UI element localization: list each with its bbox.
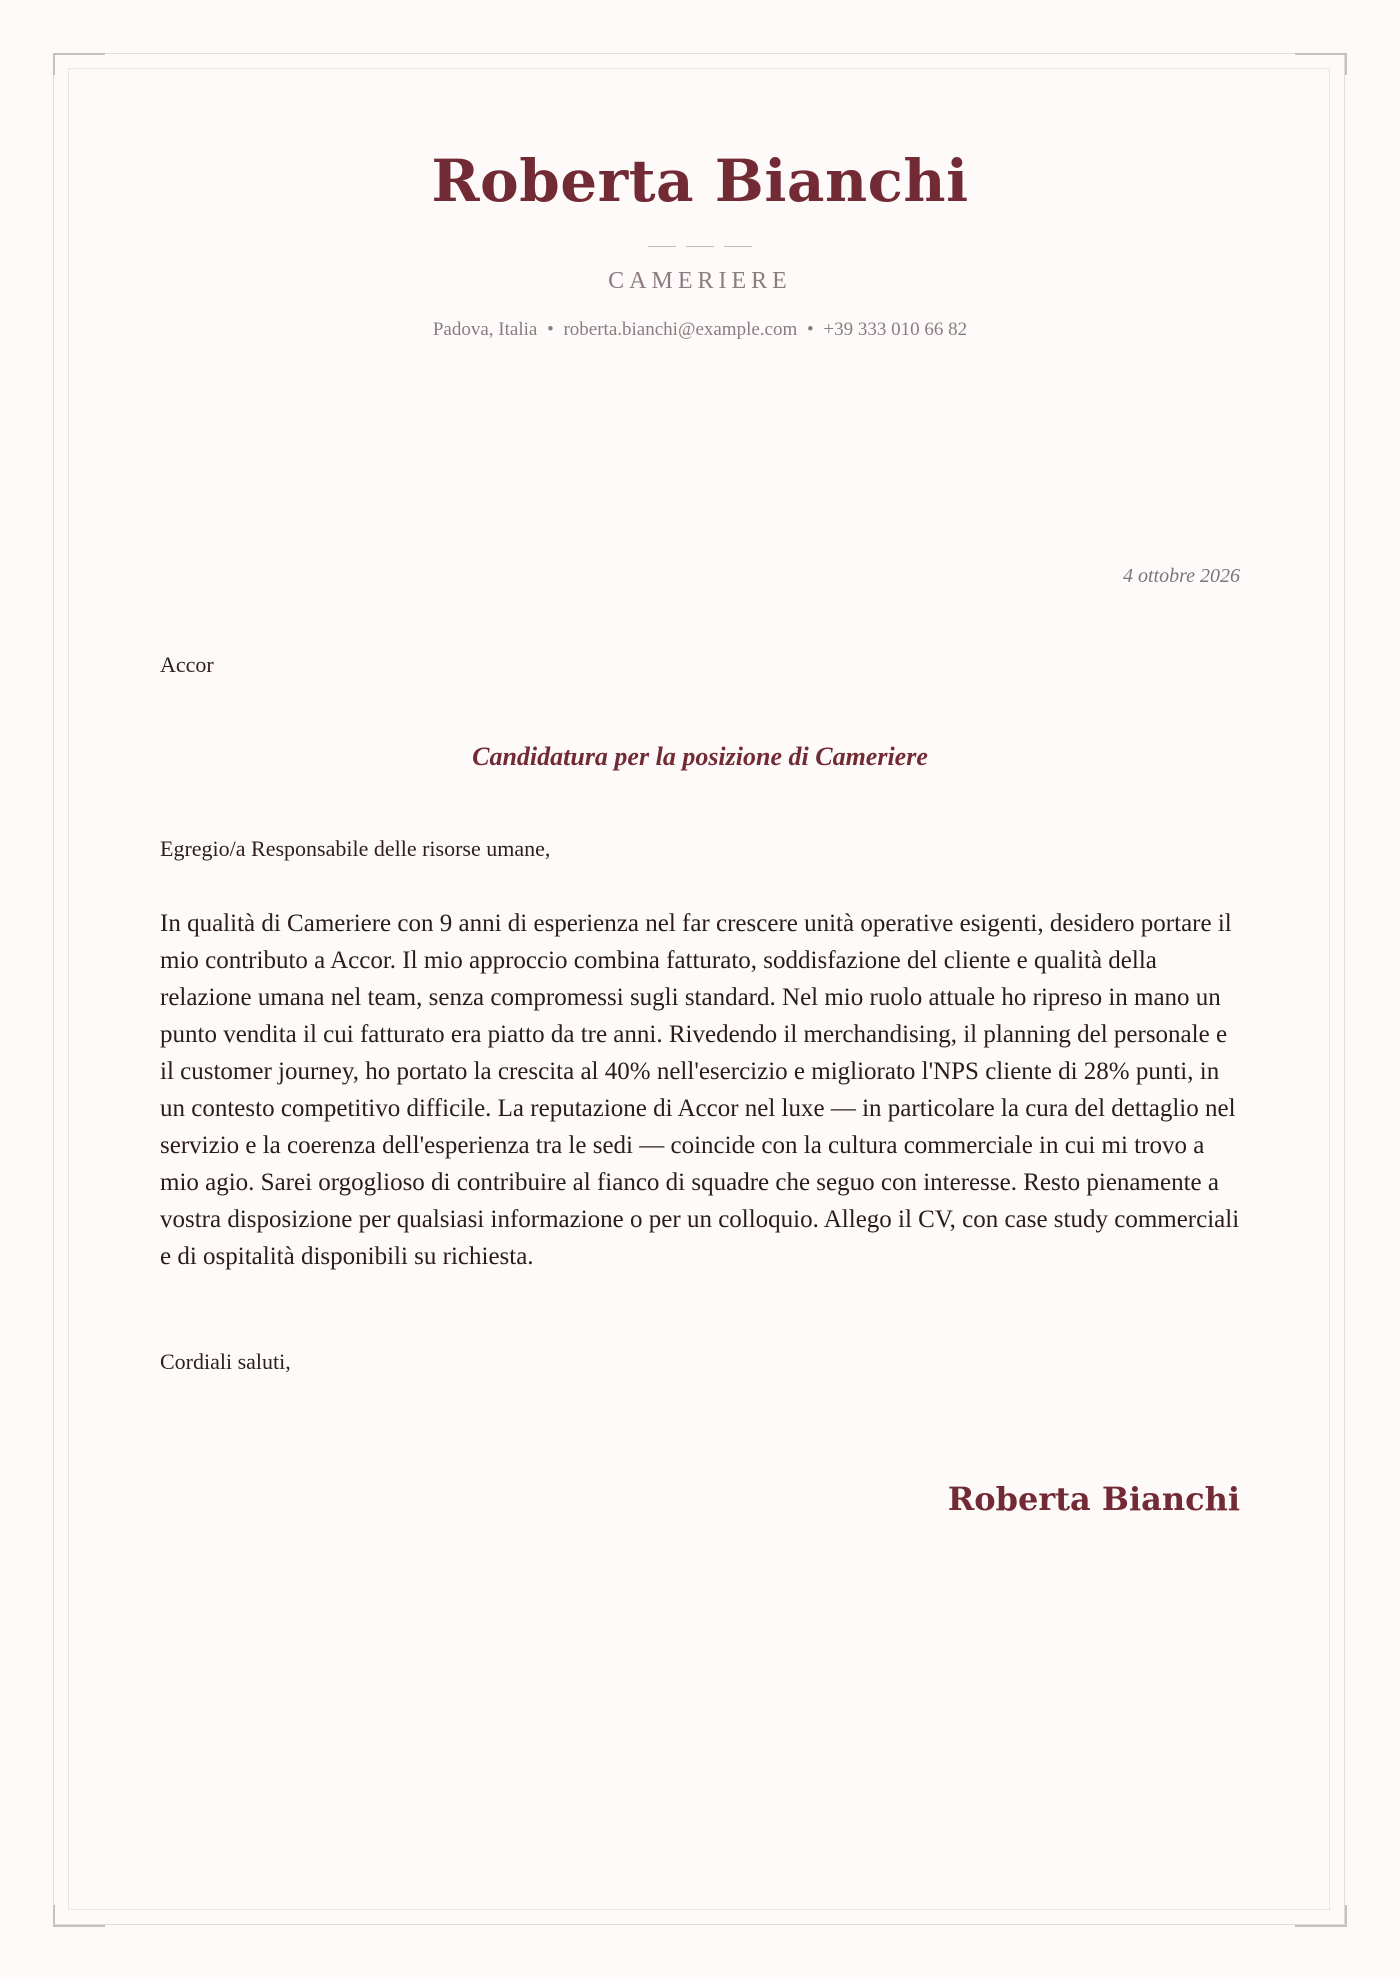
- sender-role: CAMERIERE: [608, 267, 792, 294]
- corner-ornament-bottom-left: [53, 1905, 105, 1927]
- corner-ornament-top-left: [53, 53, 105, 75]
- contact-line: [160, 319, 1240, 341]
- salutation: Egregio/a Responsabile delle risorse umane,: [160, 836, 551, 861]
- divider-dash: [724, 246, 752, 247]
- contact-email: roberta.bianchi@example.com: [563, 318, 798, 340]
- divider-dash: [686, 246, 714, 247]
- letterhead: [160, 147, 1240, 341]
- letter-body: In qualità di Cameriere con 9 anni di esperienza nel far crescere unità operative esigenti, desidero portare il mio contributo a Accor. Il mio approccio combina fatturato, soddisfazione del cliente e qualità della relazione umana nel team, senza compromessi sugli standard. Nel mio ruolo attuale ho ripreso in mano un punto vendita il cui fatturato era piatto da tre anni. Rivedendo il merchandising, il planning del personale e il customer journey, ho portato la crescita al 40% nell'esercizio e migliorato l'NPS cliente di 28% punti, in un contesto competitivo difficile. La reputazione di Accor nel luxe — in particolare la cura del dettaglio nel servizio e la coerenza dell'esperienza tra le sedi — coincide con la cultura commerciale in cui mi trovo a mio agio. Sarei orgoglioso di contribuire al fianco di squadre che seguo con interesse. Resto pienamente a vostra disposizione per qualsiasi informazione o per un colloquio. Allego il CV, con case study commerciali e di ospitalità disponibili su richiesta.: [160, 910, 1240, 1270]
- header-divider: [160, 240, 1240, 254]
- corner-ornament-top-right: [1295, 53, 1347, 75]
- closing: Cordiali saluti,: [160, 1349, 291, 1374]
- contact-separator: •: [547, 318, 554, 340]
- recipient: Accor: [160, 652, 214, 677]
- sender-name: Roberta Bianchi: [431, 147, 969, 215]
- contact-phone: +39 333 010 66 82: [823, 318, 968, 340]
- divider-dash: [648, 246, 676, 247]
- letter-date: 4 ottobre 2026: [1122, 565, 1240, 587]
- signature: Roberta Bianchi: [947, 1480, 1240, 1518]
- subject-line: Candidatura per la posizione di Cameriere: [472, 742, 928, 771]
- contact-location: Padova, Italia: [432, 318, 538, 340]
- contact-separator: •: [807, 318, 814, 340]
- corner-ornament-bottom-right: [1295, 1905, 1347, 1927]
